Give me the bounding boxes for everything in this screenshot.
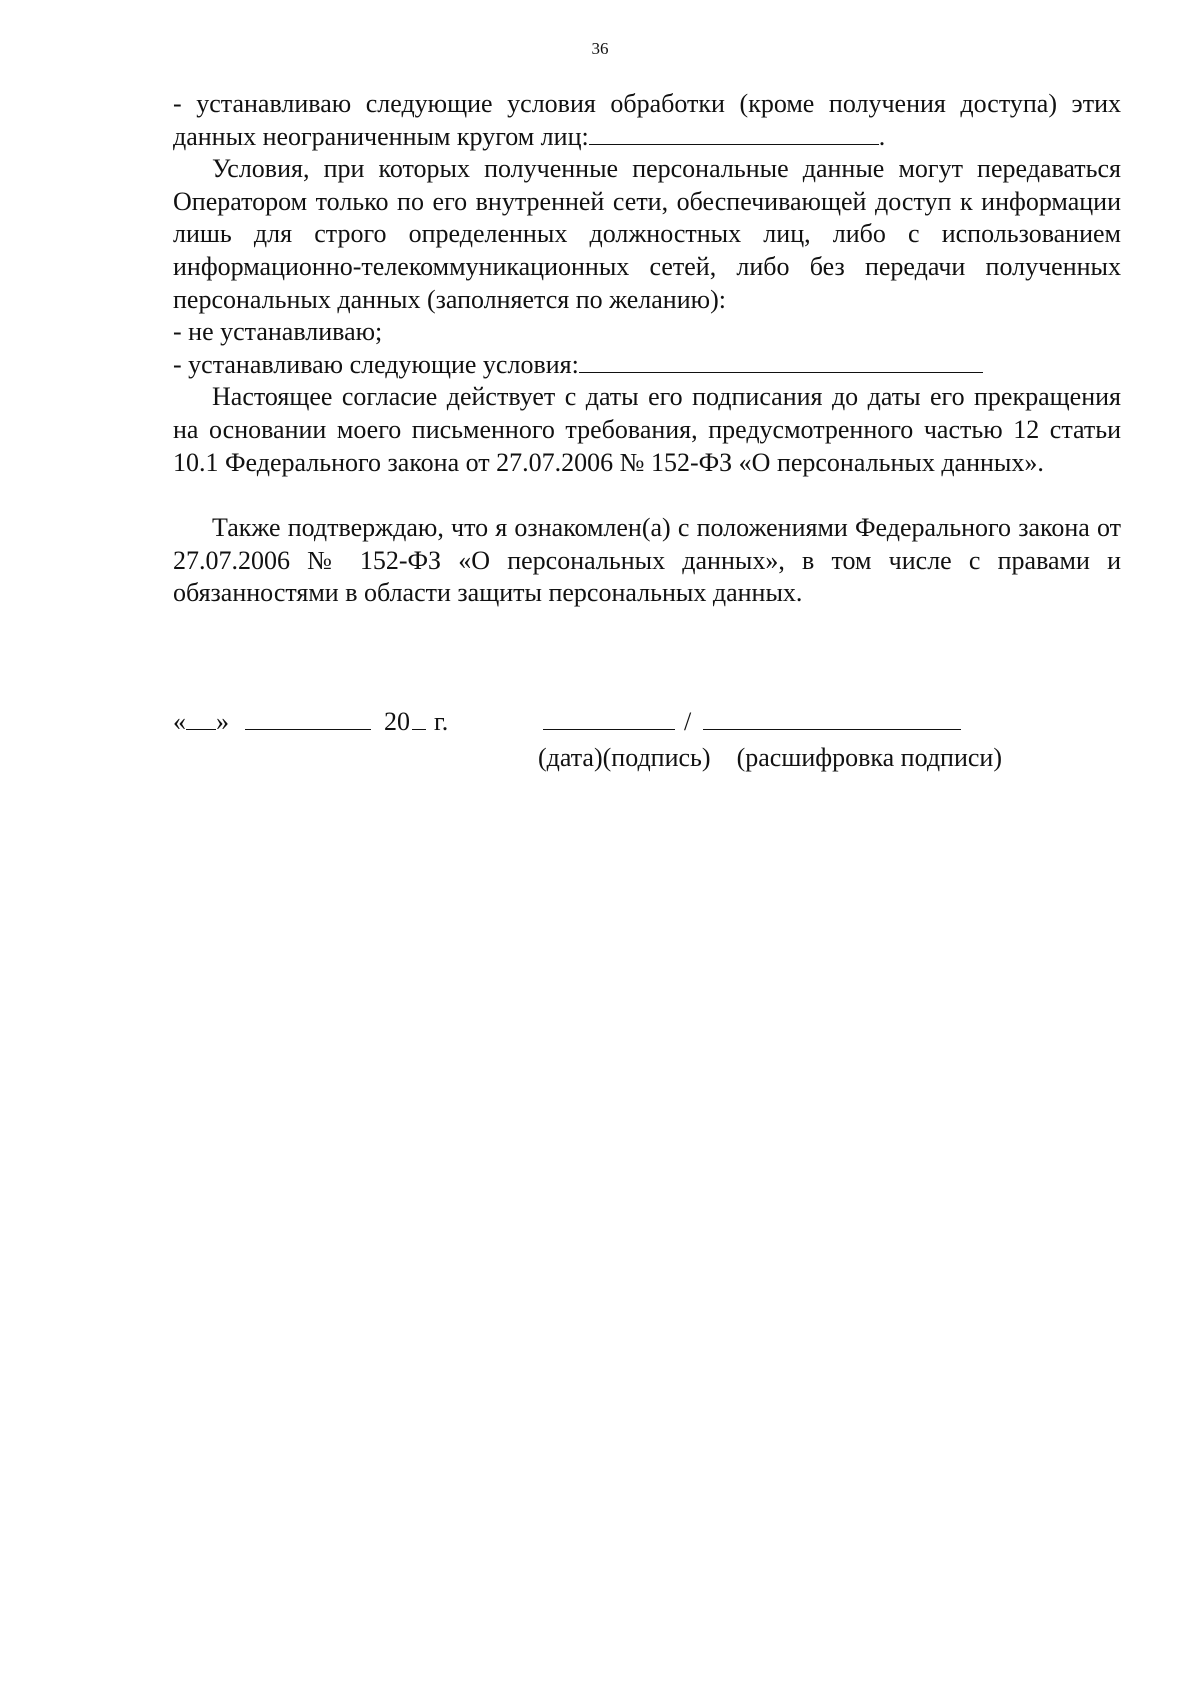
option-set-conditions bbox=[173, 349, 1121, 382]
blank-signature[interactable] bbox=[543, 707, 675, 730]
blank-year[interactable] bbox=[412, 707, 426, 730]
paragraph-acknowledgement: Также подтверждаю, что я ознакомлен(а) с положениями Федерального закона от 27.07.2006 № 152-ФЗ «О персональных данных», в том числе с правами и обязанностями в области защиты персональных данных. bbox=[173, 513, 1121, 608]
paragraph-text: - устанавливаю следующие условия обработки (кроме получения доступа) этих данных неограниченным кругом лиц: bbox=[173, 89, 1121, 151]
signature-slash: / bbox=[684, 707, 692, 736]
blank-day[interactable] bbox=[186, 707, 216, 730]
blank-line-transfer-conditions[interactable] bbox=[579, 350, 983, 373]
signature-decode-field bbox=[703, 706, 961, 738]
option-not-set: - не устанавливаю; bbox=[173, 317, 383, 347]
date-month bbox=[245, 706, 371, 738]
page-number: 36 bbox=[591, 39, 609, 58]
blank-month[interactable] bbox=[245, 707, 371, 730]
signature-field bbox=[543, 706, 675, 738]
document-body bbox=[173, 88, 1121, 610]
blank-line-conditions[interactable] bbox=[589, 122, 879, 145]
option-label: - устанавливаю следующие условия: bbox=[173, 349, 579, 379]
spacer bbox=[173, 479, 1121, 512]
blank-signature-decode[interactable] bbox=[703, 707, 961, 730]
paragraph-transfer-conditions: Условия, при которых полученные персональные данные могут передаваться Оператором только по его внутренней сети, обеспечивающей доступ к информации лишь для строго определенных должностных лиц, либо с использованием информационно-телекоммуникационных сетей, либо без передачи полученных персональных данных (заполняется по желанию): bbox=[173, 154, 1121, 314]
paragraph-validity: Настоящее согласие действует с даты его подписания до даты его прекращения на основании моего письменного требования, предусмотренного частью 12 статьи 10.1 Федерального закона от 27.07.2006 № 152-ФЗ «О персональных данных». bbox=[173, 382, 1121, 477]
signature-captions bbox=[538, 742, 1002, 774]
caption-date-signature: (дата)(подпись) bbox=[538, 743, 711, 772]
date-day: « » bbox=[173, 707, 229, 736]
paragraph-processing-conditions: - устанавливаю следующие условия обработки (кроме получения доступа) этих данных неограниченным кругом лиц: . bbox=[173, 89, 1121, 151]
date-year: 20 г. bbox=[384, 707, 449, 736]
signature-row bbox=[173, 706, 1121, 740]
caption-signature-decode: (расшифровка подписи) bbox=[736, 743, 1002, 772]
